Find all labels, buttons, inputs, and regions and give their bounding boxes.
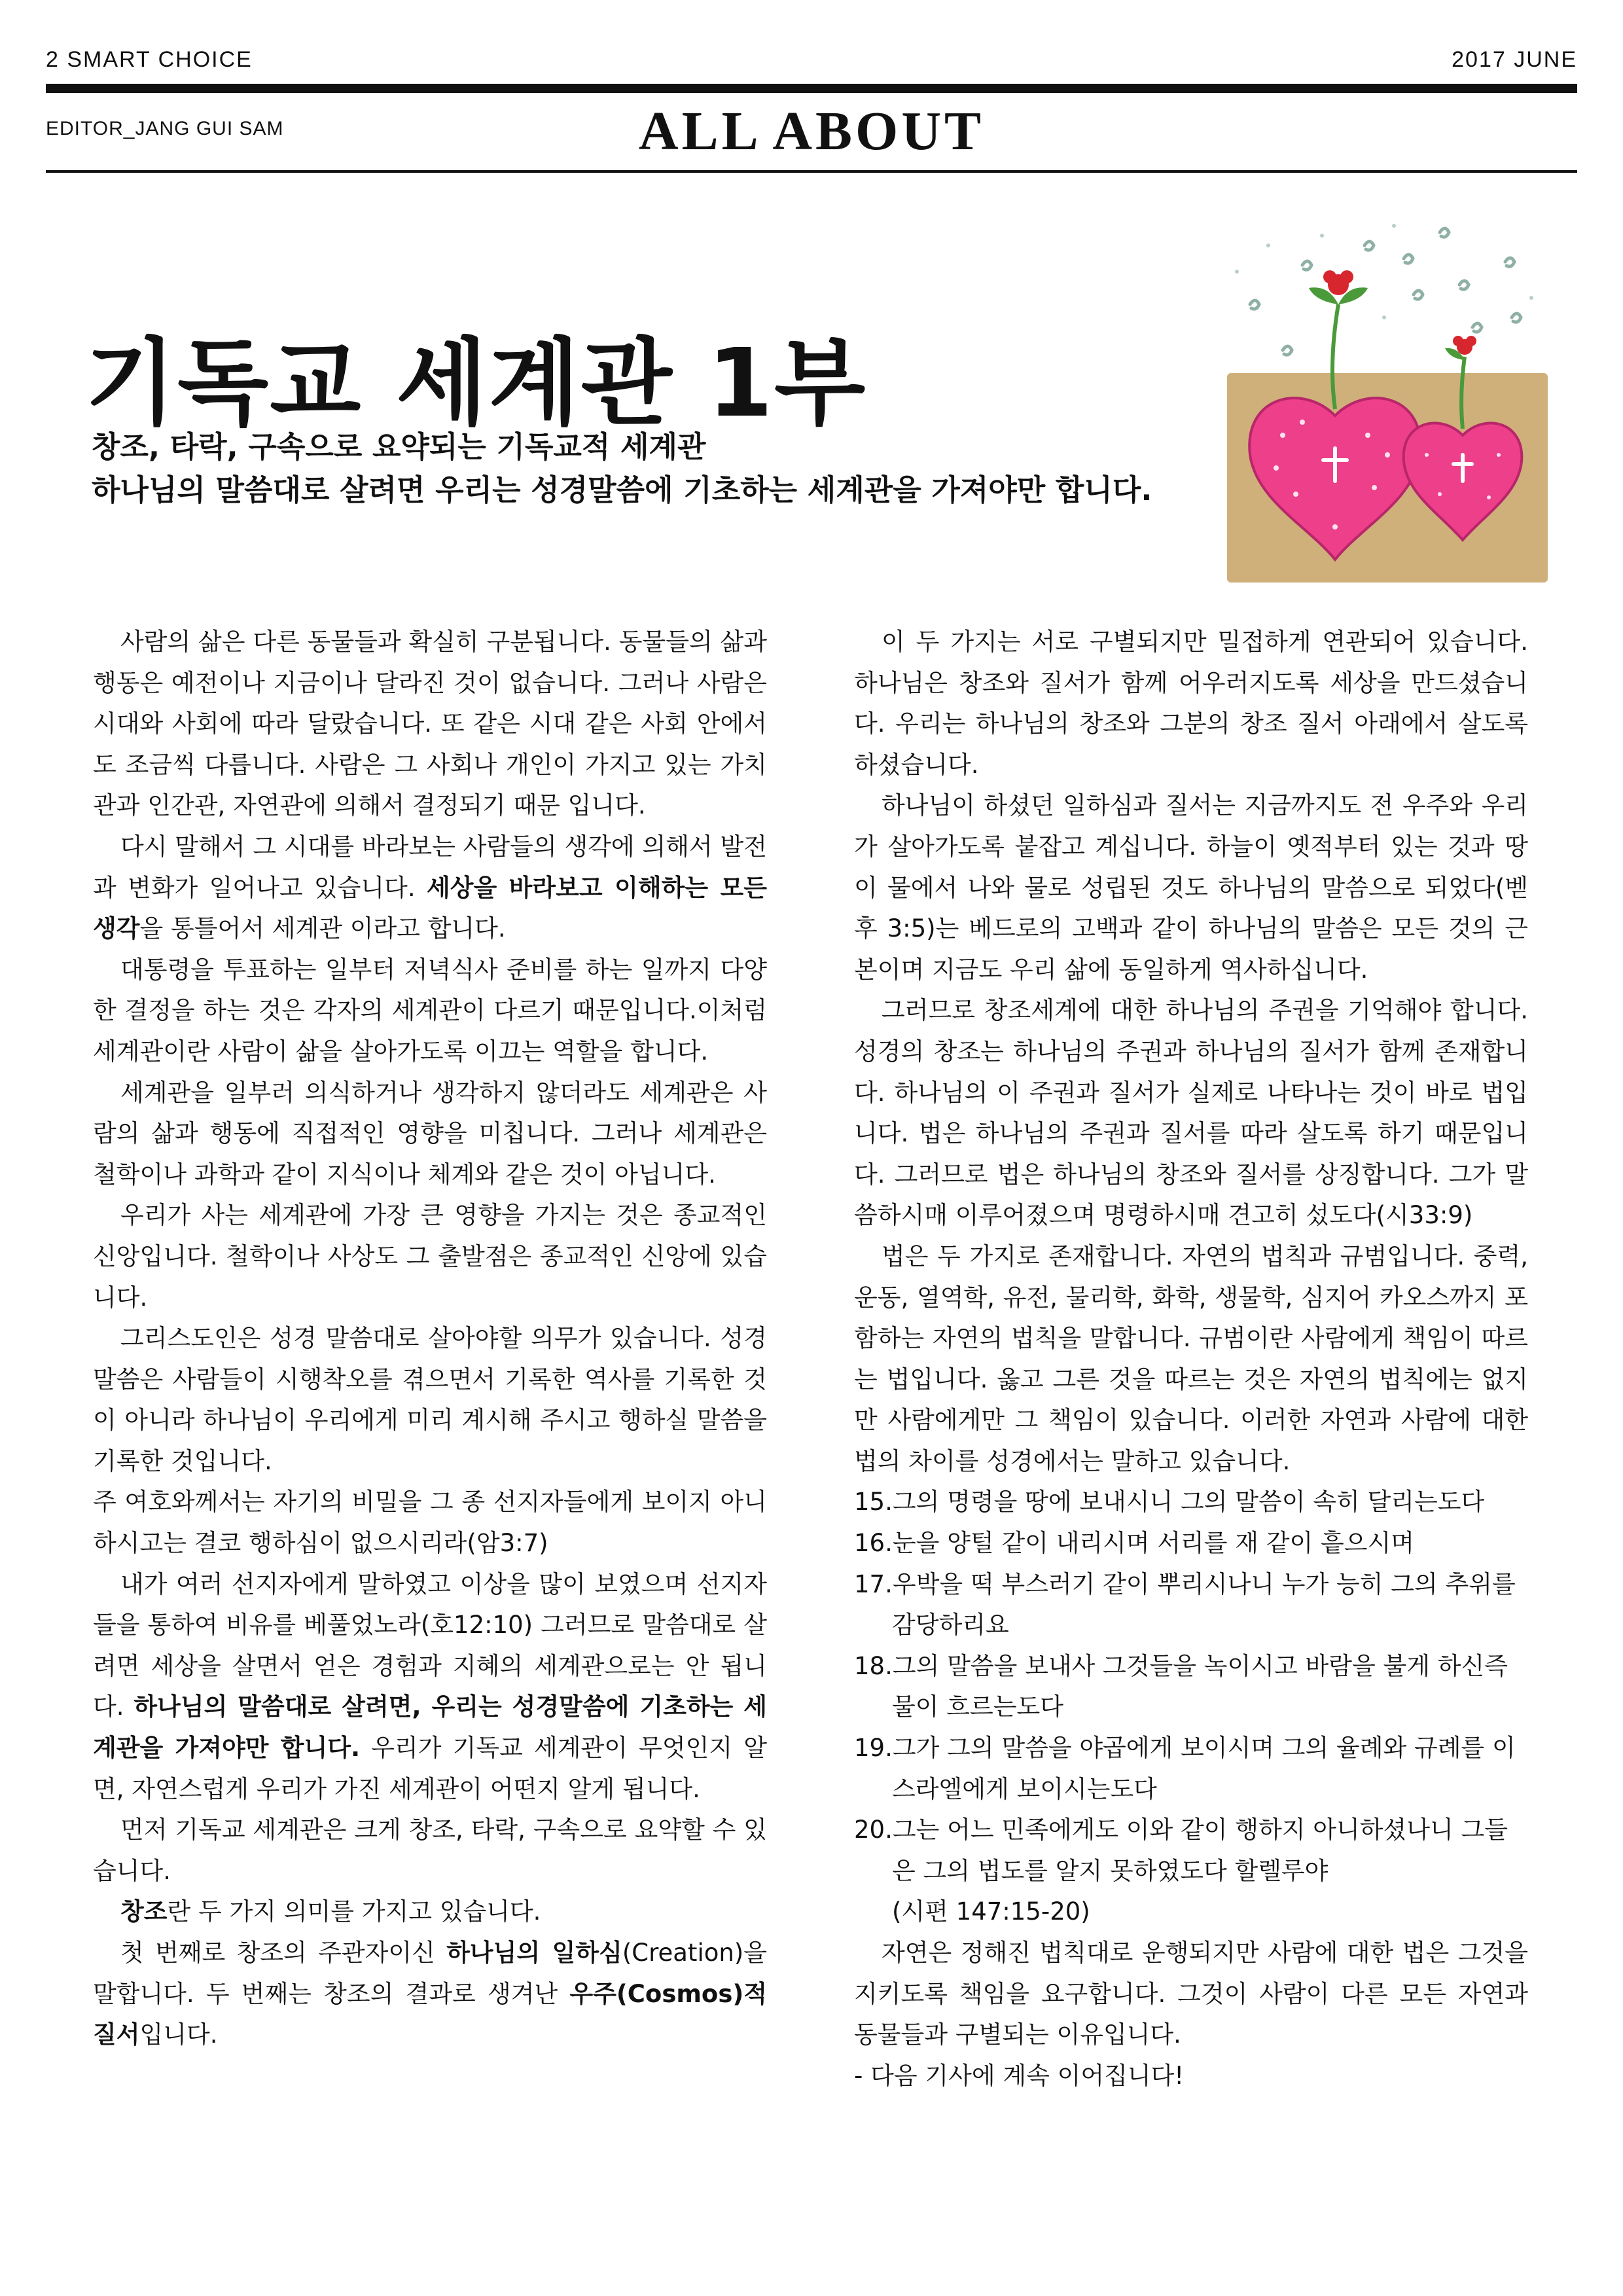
continued-note: - 다음 기사에 계속 이어집니다!	[854, 2061, 1185, 2090]
psalm-verse: 16.눈을 양털 같이 내리시며 서리를 재 같이 흩으시며	[854, 1529, 1415, 1558]
paragraph: 첫 번째로 창조의 주관자이신 하나님의 일하심(Creation)을 말합니다. 두 번째는 창조의 결과로 생겨난 우주(Cosmos)적 질서입니다.	[93, 1939, 767, 2049]
paragraph: 먼저 기독교 세계관은 크게 창조, 타락, 구속으로 요약할 수 있습니다.	[93, 1816, 767, 1885]
left-column	[93, 622, 767, 2056]
paragraph: 세계관을 일부러 의식하거나 생각하지 않더라도 세계관은 사람의 삶과 행동에 직접적인 영향을 미칩니다. 그러나 세계관은 철학이나 과학과 같이 지식이나 체계와 같은 것이 아닙니다.	[93, 1078, 767, 1189]
issue-date: 2017 JUNE	[1452, 47, 1577, 72]
paragraph: 이 두 가지는 서로 구별되지만 밀접하게 연관되어 있습니다. 하나님은 창조와 질서가 함께 어우러지도록 세상을 만드셨습니다. 우리는 하나님의 창조와 그분의 창조 질서 아래에서 살도록 하셨습니다.	[854, 628, 1528, 779]
paragraph: 우리가 사는 세계관에 가장 큰 영향을 가지는 것은 종교적인 신앙입니다. 철학이나 사상도 그 출발점은 종교적인 신앙에 있습니다.	[93, 1201, 767, 1312]
hearts-sprouting-flowers-with-crosses-icon	[1224, 219, 1551, 586]
paragraph: 창조란 두 가지 의미를 가지고 있습니다.	[120, 1897, 541, 1926]
subtitle-line-1: 창조, 타락, 구속으로 요약되는 기독교적 세계관	[92, 429, 706, 464]
page-magazine: 2 SMART CHOICE	[46, 47, 253, 72]
psalm-verse: 17.우박을 떡 부스러기 같이 뿌리시나니 누가 능히 그의 추위를 감당하리요	[854, 1570, 1516, 1640]
paragraph: 다시 말해서 그 시대를 바라보는 사람들의 생각에 의해서 발전과 변화가 일어나고 있습니다. 세상을 바라보고 이해하는 모든 생각을 통틀어서 세계관 이라고 합니다.	[93, 832, 767, 943]
header-rule-thick	[46, 84, 1577, 93]
paragraph: 그리스도인은 성경 말씀대로 살아야할 의무가 있습니다. 성경말씀은 사람들이 시행착오를 겪으면서 기록한 역사를 기록한 것이 아니라 하나님이 우리에게 미리 계시해 주시고 행하실 말씀을 기록한 것입니다.	[93, 1324, 767, 1475]
running-header	[46, 47, 1577, 86]
rain-drops-icon	[1250, 228, 1521, 355]
header-rule-thin	[46, 170, 1577, 173]
psalm-verse: 19.그가 그의 말씀을 야곱에게 보이시며 그의 율례와 규례를 이스라엘에게 보이시는도다	[854, 1734, 1516, 1803]
paragraph: 사람의 삶은 다른 동물들과 확실히 구분됩니다. 동물들의 삶과 행동은 예전이나 지금이나 달라진 것이 없습니다. 그러나 사람은 시대와 사회에 따라 달랐습니다. 또 같은 시대 같은 사회 안에서도 조금씩 다릅니다. 사람은 그 사회나 개인이 가지고 있는 가치관과 인간관, 자연관에 의해서 결정되기 때문 입니다.	[93, 628, 767, 820]
psalm-verse: 20.그는 어느 민족에게도 이와 같이 행하지 아니하셨나니 그들은 그의 법도를 알지 못하였도다 할렐루야	[854, 1816, 1508, 1885]
paragraph: 하나님이 하셨던 일하심과 질서는 지금까지도 전 우주와 우리가 살아가도록 붙잡고 계십니다. 하늘이 옛적부터 있는 것과 땅이 물에서 나와 물로 성립된 것도 하나님의 말씀으로 되었다(벧후 3:5)는 베드로의 고백과 같이 하나님의 말씀은 모든 것의 근본이며 지금도 우리 삶에 동일하게 역사하십니다.	[854, 791, 1528, 984]
psalm-reference: (시편 147:15-20)	[892, 1897, 1090, 1926]
psalm-verse: 18.그의 말씀을 보내사 그것들을 녹이시고 바람을 불게 하신즉 물이 흐르는도다	[854, 1651, 1508, 1721]
paragraph: 그러므로 창조세계에 대한 하나님의 주권을 기억해야 합니다. 성경의 창조는 하나님의 주권과 하나님의 질서가 함께 존재합니다. 하나님의 이 주권과 질서가 실제로 나타나는 것이 바로 법입니다. 법은 하나님의 주권과 질서를 따라 살도록 하기 때문입니다. 그러므로 법은 하나님의 창조와 질서를 상징합니다. 그가 말씀하시매 이루어졌으며 명령하시매 견고히 섰도다(시33:9)	[854, 996, 1528, 1230]
paragraph: 법은 두 가지로 존재합니다. 자연의 법칙과 규범입니다. 중력, 운동, 열역학, 유전, 물리학, 화학, 생물학, 심지어 카오스까지 포함하는 자연의 법칙을 말합니다. 규범이란 사람에게 책임이 따르는 법입니다. 옳고 그른 것을 따르는 것은 자연의 법칙에는 없지만 사람에게만 그 책임이 있습니다. 이러한 자연과 사람에 대한 법의 차이를 성경에서는 말하고 있습니다.	[854, 1242, 1528, 1475]
article-title: 기독교 세계관 1부	[85, 328, 867, 438]
article-subtitle	[92, 425, 1152, 512]
paragraph: 대통령을 투표하는 일부터 저녁식사 준비를 하는 일까지 다양한 결정을 하는 것은 각자의 세계관이 다르기 때문입니다.이처럼 세계관이란 사람이 삶을 살아가도록 이끄는 역할을 합니다.	[93, 955, 767, 1066]
paragraph: 내가 여러 선지자에게 말하였고 이상을 많이 보였으며 선지자들을 통하여 비유를 베풀었노라(호12:10) 그러므로 말씀대로 살려면 세상을 살면서 얻은 경험과 지혜의 세계관으로는 안 됩니다. 하나님의 말씀대로 살려면, 우리는 성경말씀에 기초하는 세계관을 가져야만 합니다. 우리가 기독교 세계관이 무엇인지 알면, 자연스럽게 우리가 가진 세계관이 어떤지 알게 됩니다.	[93, 1570, 768, 1803]
right-column	[854, 622, 1528, 2096]
editor-credit: EDITOR_JANG GUI SAM	[46, 118, 284, 139]
scripture-quote: 주 여호와께서는 자기의 비밀을 그 종 선지자들에게 보이지 아니하시고는 결코 행하심이 없으시리라(암3:7)	[93, 1488, 767, 1558]
paragraph: 자연은 정해진 법칙대로 운행되지만 사람에 대한 법은 그것을 지키도록 책임을 요구합니다. 그것이 사람이 다른 모든 자연과 동물들과 구별되는 이유입니다.	[854, 1939, 1528, 2049]
flower-icon	[1323, 270, 1476, 355]
subtitle-line-2: 하나님의 말씀대로 살려면 우리는 성경말씀에 기초하는 세계관을 가져야만 합니다.	[92, 473, 1152, 507]
psalm-verse: 15.그의 명령을 땅에 보내시니 그의 말씀이 속히 달리는도다	[854, 1488, 1485, 1516]
section-title: ALL ABOUT	[638, 101, 985, 162]
